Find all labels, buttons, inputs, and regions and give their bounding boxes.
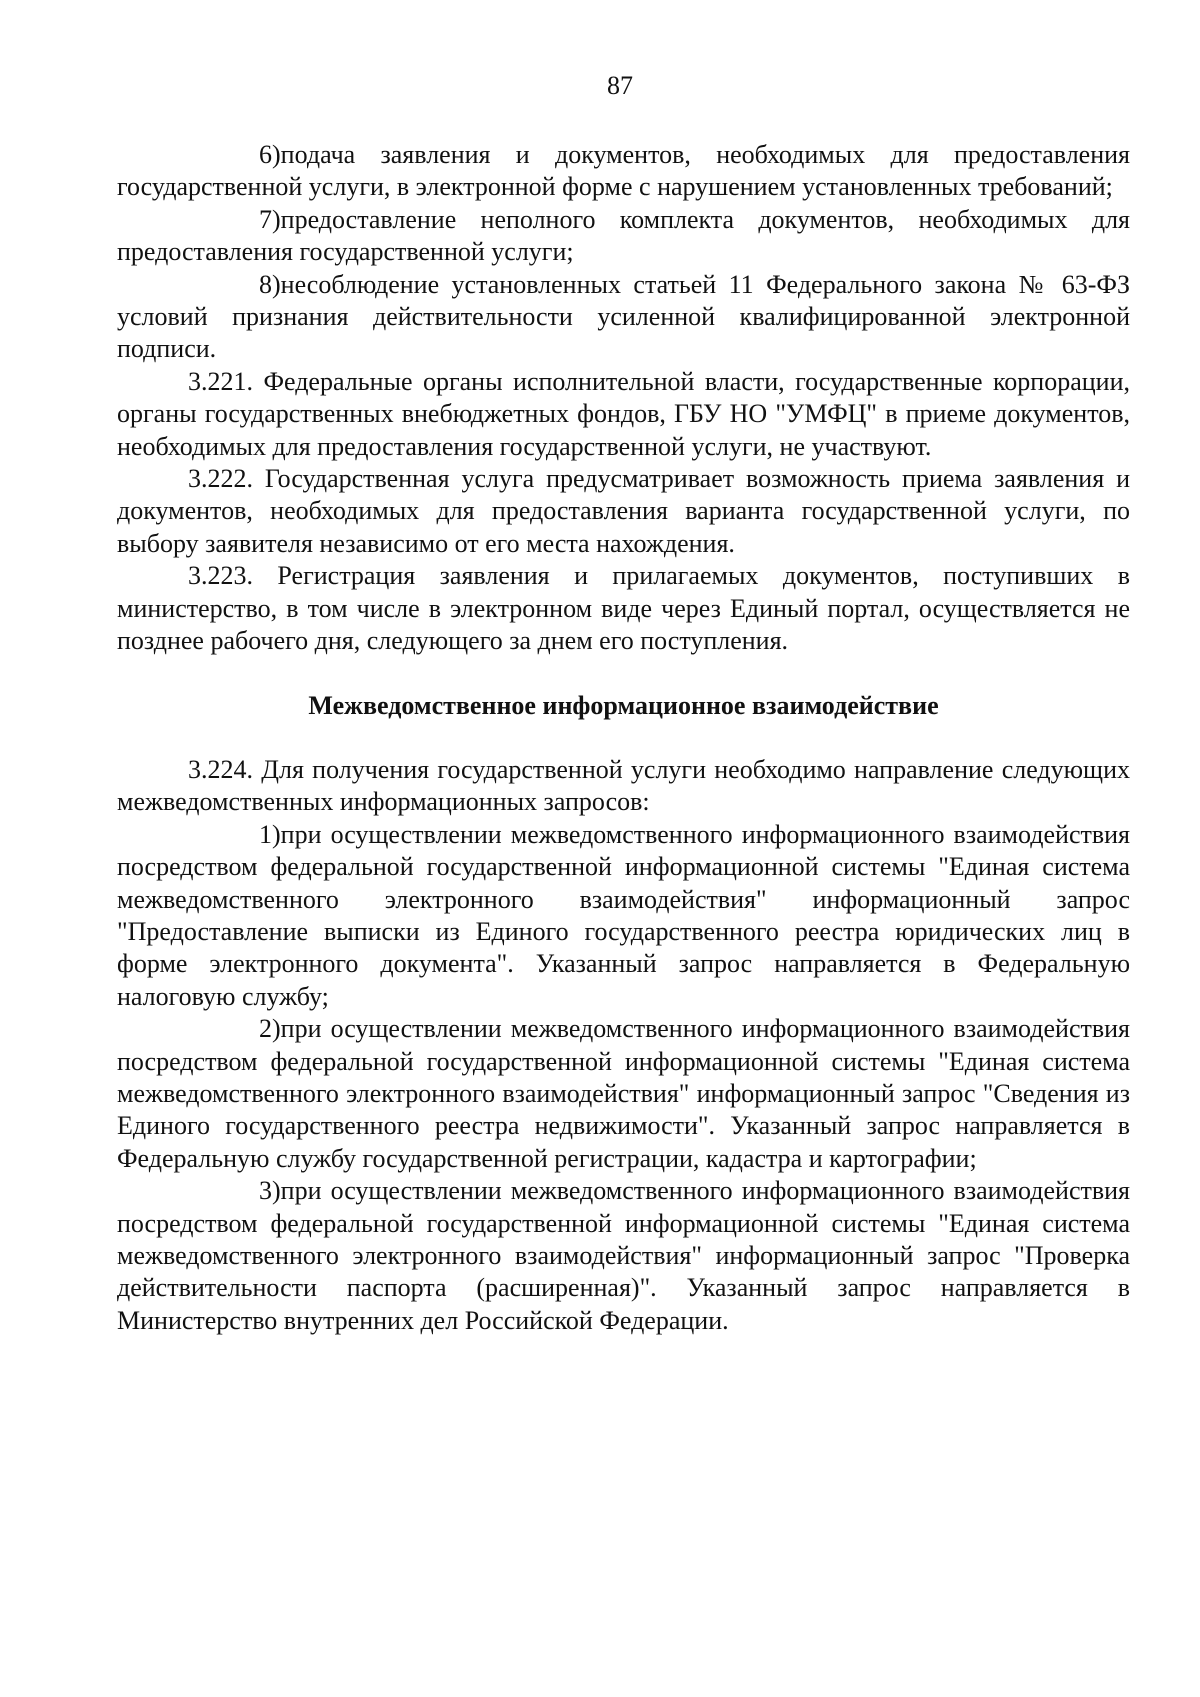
- list-item-number: 7): [259, 204, 281, 234]
- list-item-text: при осуществлении межведомственного информационного взаимодействия посредством федеральной государственной информационной системы "Единая система межведомственного электронного взаимодействия" информационный запрос "Проверка действительности паспорта (расширенная)". Указанный запрос направляется в Министерство внутренних дел Российской Федерации.: [117, 1176, 1130, 1335]
- list-item: [117, 1175, 1130, 1337]
- list-item: [117, 269, 1130, 366]
- list-item-text: при осуществлении межведомственного информационного взаимодействия посредством федеральной государственной информационной системы "Единая система межведомственного электронного взаимодействия" информационный запрос "Предоставление выписки из Единого государственного реестра юридических лиц в форме электронного документа". Указанный запрос направляется в Федеральную налоговую службу;: [117, 819, 1130, 1011]
- list-item-text: предоставление неполного комплекта документов, необходимых для предоставления государственной услуги;: [117, 204, 1130, 267]
- list-item-text: при осуществлении межведомственного информационного взаимодействия посредством федеральной государственной информационной системы "Единая система межведомственного электронного взаимодействия" информационный запрос "Сведения из Единого государственного реестра недвижимости". Указанный запрос направляется в Федеральную службу государственной регистрации, кадастра и картографии;: [117, 1014, 1130, 1173]
- paragraph-3-221: 3.221. Федеральные органы исполнительной власти, государственные корпорации, органы государственных внебюджетных фондов, ГБУ НО "УМФЦ" в приеме документов, необходимых для предоставления государственной услуги, не участвуют.: [117, 366, 1130, 461]
- list-item-text: несоблюдение установленных статьей 11 Федерального закона № 63-ФЗ условий признания действительности усиленной квалифицированной электронной подписи.: [117, 269, 1130, 364]
- page-number: 87: [607, 71, 633, 100]
- list-item-number: 6): [259, 140, 281, 169]
- list-item: [117, 1013, 1130, 1175]
- list-item: [117, 204, 1130, 269]
- list-item-number: 1): [259, 819, 281, 849]
- list-item-number: 3): [259, 1176, 281, 1206]
- paragraph-3-224: 3.224. Для получения государственной услуги необходимо направление следующих межведомственных информационных запросов:: [117, 754, 1130, 817]
- paragraph-3-223: 3.223. Регистрация заявления и прилагаемых документов, поступивших в министерство, в том числе в электронном виде через Единый портал, осуществляется не позднее рабочего дня, следующего за днем его поступления.: [117, 561, 1130, 656]
- list-item: [117, 819, 1130, 1013]
- section-heading: Межведомственное информационное взаимодействие: [308, 690, 939, 720]
- list-item-text: подача заявления и документов, необходимых для предоставления государственной услуги, в электронной форме с нарушением установленных требований;: [117, 140, 1130, 202]
- list-item-number: 2): [259, 1014, 281, 1044]
- document-body: [117, 139, 1130, 1337]
- list-item-number: 8): [259, 269, 281, 299]
- list-item: [117, 139, 1130, 204]
- paragraph-3-222: 3.222. Государственная услуга предусматривает возможность приема заявления и документов, необходимых для предоставления варианта государственной услуги, по выбору заявителя независимо от его места нахождения.: [117, 464, 1130, 558]
